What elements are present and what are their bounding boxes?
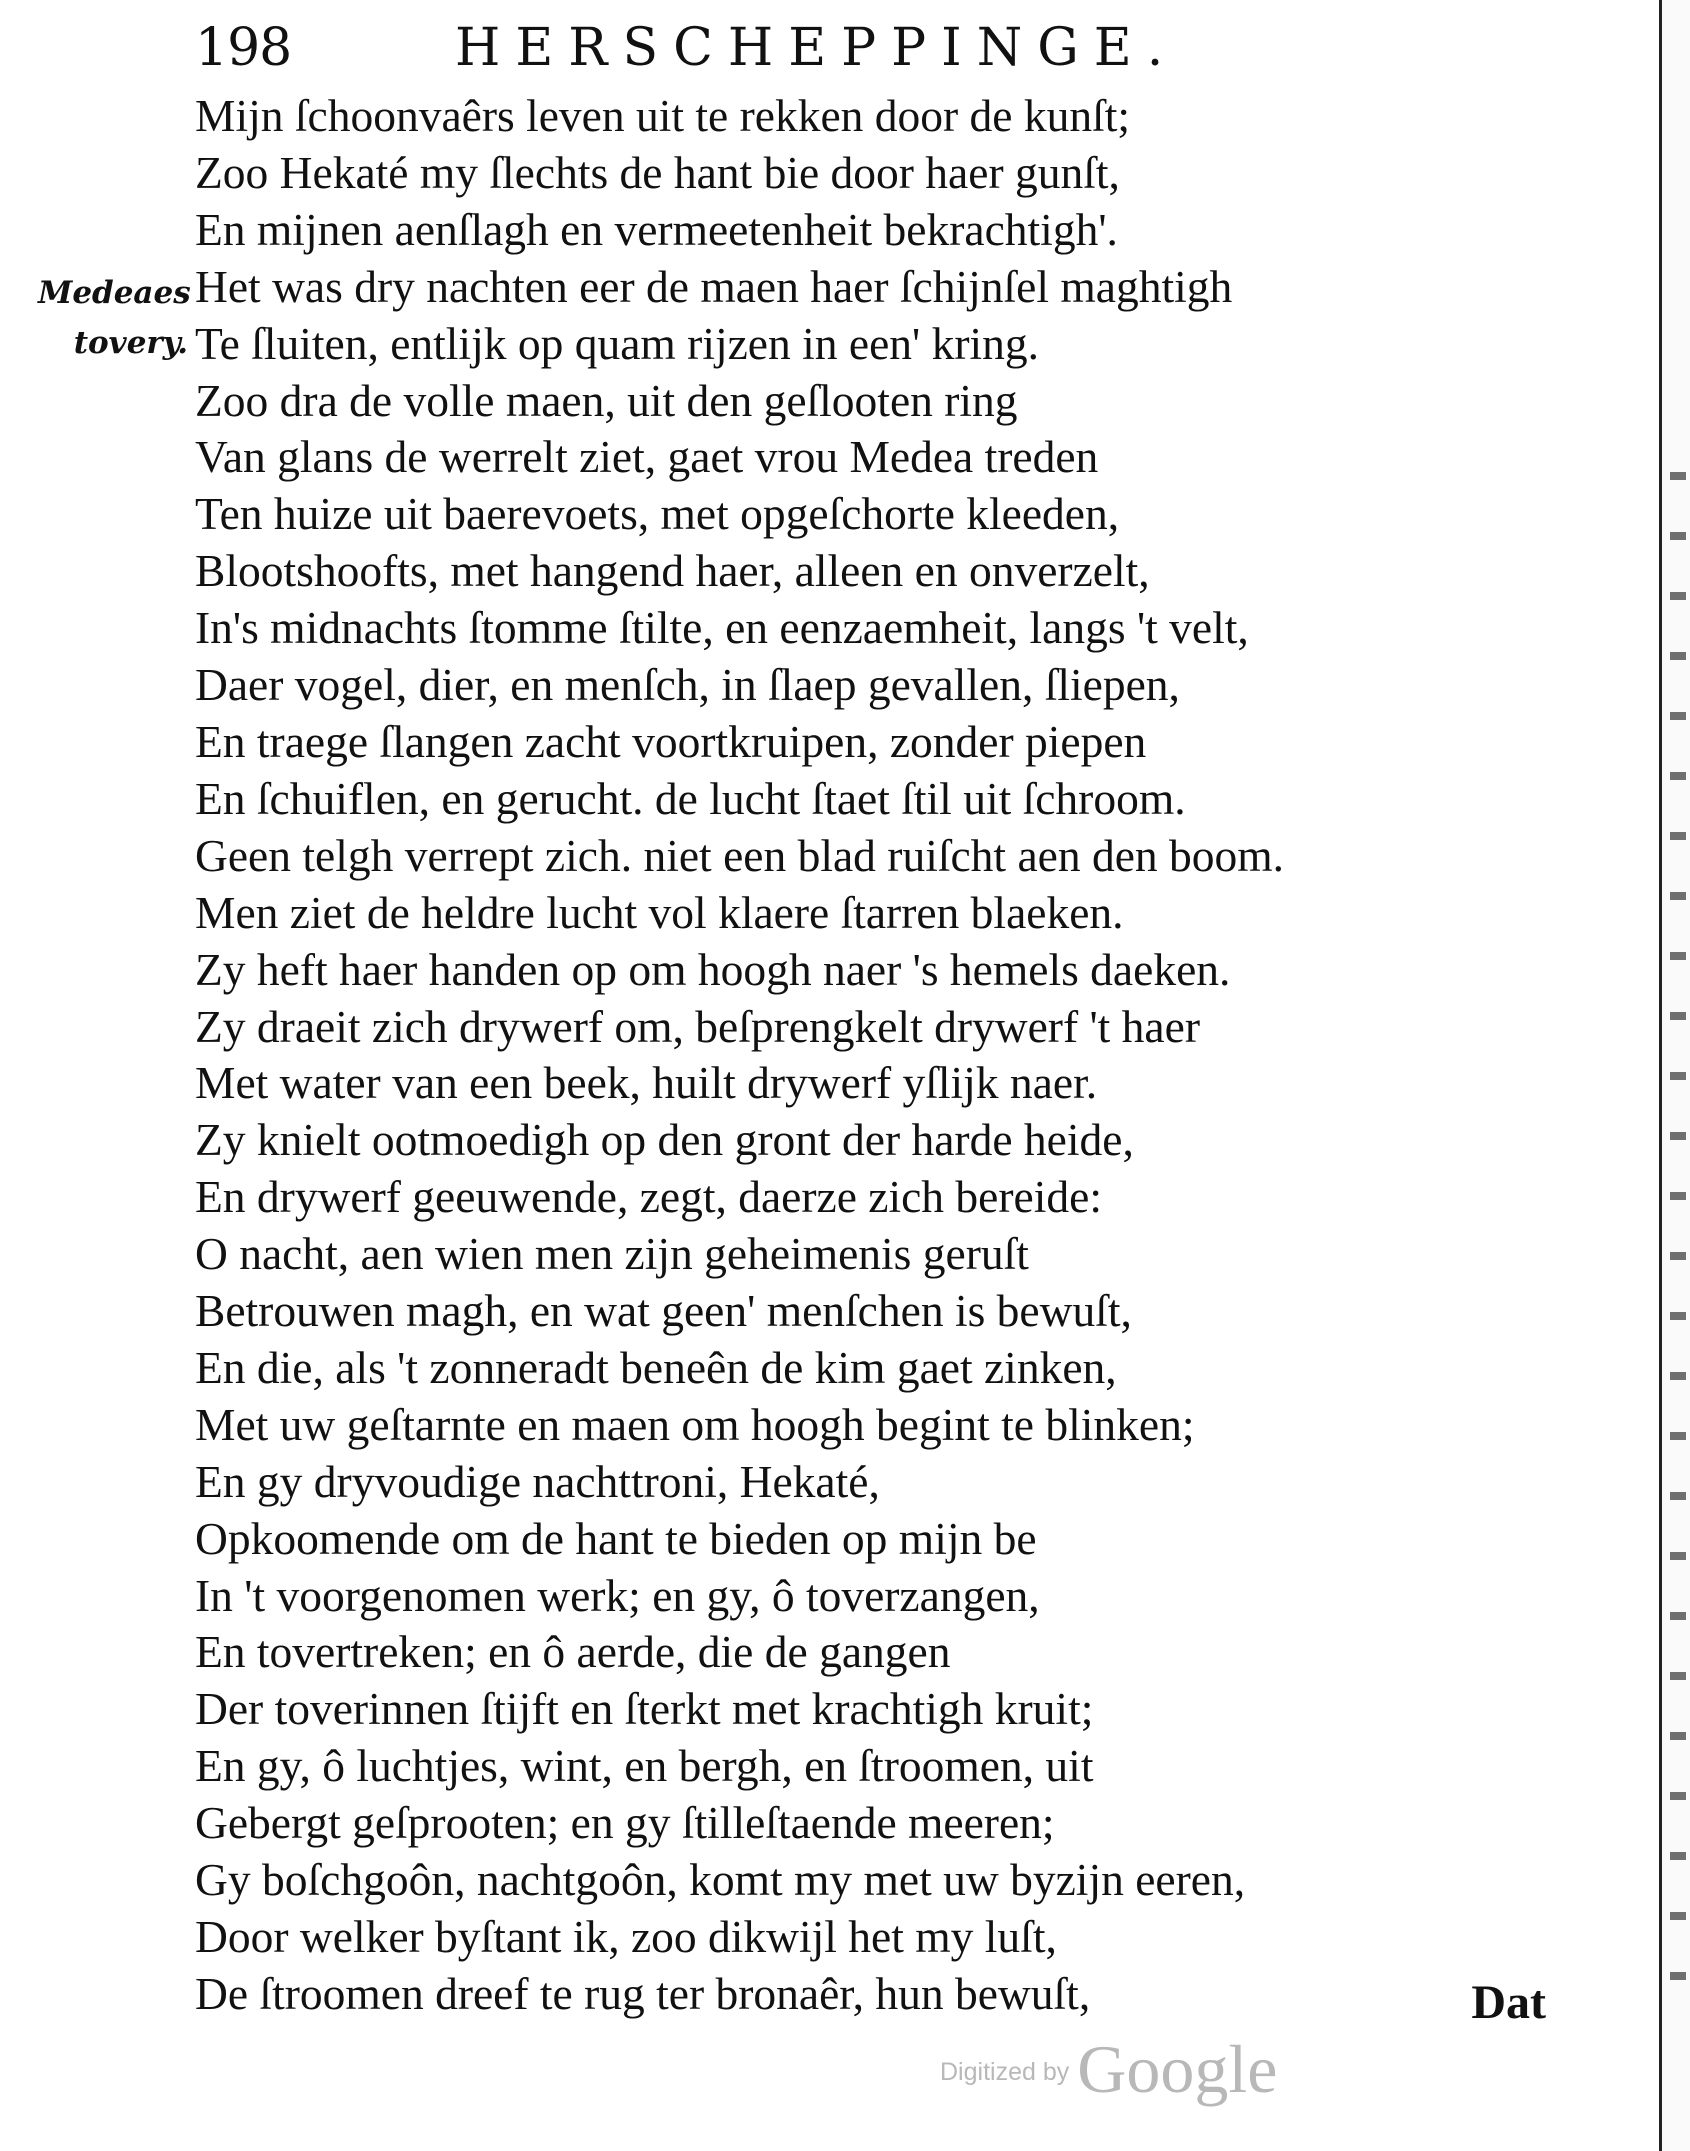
margin-note-line: tovery. [73, 325, 188, 361]
verse-text [195, 88, 1585, 2023]
verse-line: Blootshoofts, met hangend haer, alleen en onverzelt, [195, 545, 1150, 597]
verse-line: Zoo dra de volle maen, uit den geſlooten ring [195, 374, 1018, 426]
watermark-brand: Google [1077, 2031, 1278, 2107]
verse-line: Opkoomende om de hant te bieden op mijn be [195, 1512, 1037, 1564]
verse-line: Zy knielt ootmoedigh op den gront der harde heide, [195, 1114, 1134, 1166]
verse-line: En drywerf geeuwende, zegt, daerze zich bereide: [195, 1171, 1102, 1223]
verse-line: Der toverinnen ſtijft en ſterkt met krachtigh kruit; [195, 1683, 1094, 1735]
verse-line: Daer vogel, dier, en menſch, in ſlaep gevallen, ſliepen, [195, 659, 1180, 711]
page-number: 198 [195, 18, 292, 78]
verse-line: En gy, ô luchtjes, wint, en bergh, en ſtroomen, uit [195, 1740, 1094, 1792]
verse-line: En tovertreken; en ô aerde, die de gangen [195, 1626, 951, 1678]
verse-line: En mijnen aenſlagh en vermeetenheit bekrachtigh'. [195, 203, 1118, 255]
verse-line: De ſtroomen dreef te rug ter bronaêr, hun bewuſt, [195, 1967, 1091, 2019]
verse-line: Ten huize uit baerevoets, met opgeſchorte kleeden, [195, 488, 1120, 540]
verse-line: En ſchuiflen, en gerucht. de lucht ſtaet ſtil uit ſchroom. [195, 772, 1186, 824]
facing-page-edge [1659, 0, 1690, 2151]
verse-line: Zoo Hekaté my ſlechts de hant bie door haer gunſt, [195, 146, 1120, 198]
verse-line: Mijn ſchoonvaêrs leven uit te rekken door de kunſt; [195, 90, 1131, 141]
verse-line: Gy boſchgoôn, nachtgoôn, komt my met uw byzijn eeren, [195, 1854, 1246, 1906]
verse-line: Gebergt geſprooten; en gy ſtilleſtaende meeren; [195, 1797, 1055, 1849]
verse-line: Zy heft haer handen op om hoogh naer 's hemels daeken. [195, 943, 1231, 995]
verse-line: Geen telgh verrept zich. niet een blad ruiſcht aen den boom. [195, 829, 1285, 881]
verse-line: Het was dry nachten eer de maen haer ſchijnſel maghtigh [195, 260, 1233, 312]
digitized-watermark [940, 2030, 1277, 2109]
verse-line: Door welker byſtant ik, zoo dikwijl het my luſt, [195, 1911, 1057, 1962]
verse-line: Van glans de werrelt ziet, gaet vrou Medea treden [195, 431, 1099, 483]
verse-line: In's midnachts ſtomme ſtilte, en eenzaemheit, langs 't velt, [195, 602, 1249, 654]
watermark-prefix: Digitized by [940, 2058, 1070, 2086]
margin-note-line: Medeaes [38, 275, 191, 311]
verse-line: Betrouwen magh, en wat geen' menſchen is bewuſt, [195, 1285, 1132, 1337]
verse-line: Met water van een beek, huilt drywerf yſlijk naer. [195, 1057, 1098, 1109]
verse-line: Men ziet de heldre lucht vol klaere ſtarren blaeken. [195, 886, 1124, 938]
verse-line: In 't voorgenomen werk; en gy, ô toverzangen, [195, 1569, 1040, 1621]
page-header [195, 18, 1315, 98]
verse-line: Met uw geſtarnte en maen om hoogh begint te blinken; [195, 1398, 1195, 1450]
running-title: HERSCHEPPINGE. [455, 18, 1179, 78]
verse-line: En gy dryvoudige nachttroni, Hekaté, [195, 1455, 880, 1507]
verse-line: Te ſluiten, entlijk op quam rijzen in een' kring. [195, 317, 1040, 369]
facing-page-glyphs [1670, 420, 1686, 1980]
verse-line: En die, als 't zonneradt beneên de kim gaet zinken, [195, 1341, 1117, 1393]
catchword: Dat [1471, 1976, 1546, 2029]
verse-line: Zy draeit zich drywerf om, beſprengkelt drywerf 't haer [195, 1000, 1200, 1052]
verse-line: O nacht, aen wien men zijn geheimenis geruſt [195, 1228, 1029, 1280]
verse-line: En traege ſlangen zacht voortkruipen, zonder piepen [195, 715, 1147, 767]
margin-note [38, 268, 191, 368]
